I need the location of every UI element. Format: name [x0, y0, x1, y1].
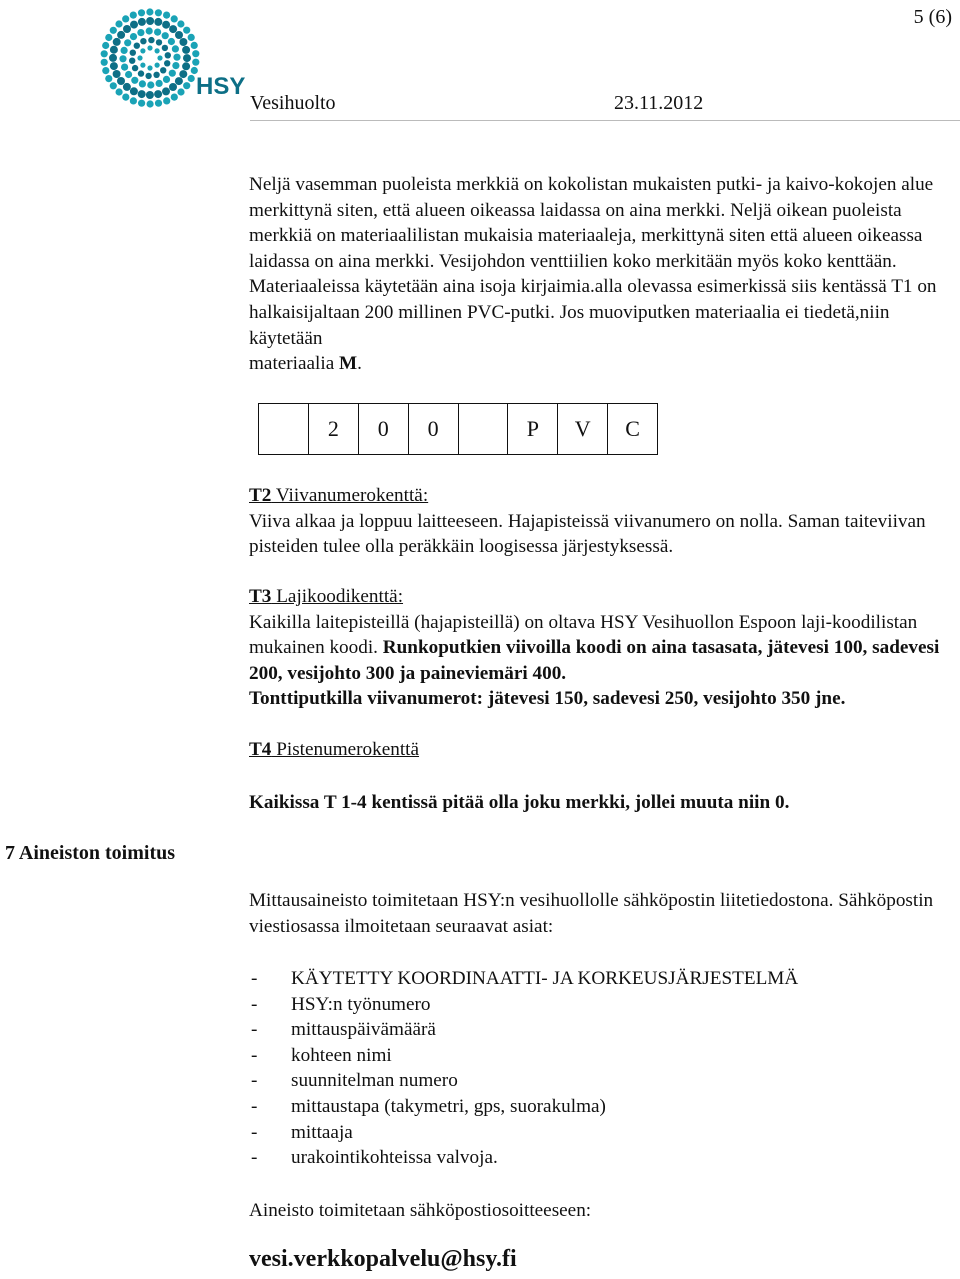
t3-text-block [249, 610, 954, 712]
logo-dot [154, 29, 161, 36]
logo-dot [162, 21, 170, 29]
list-item [249, 966, 954, 992]
intro-section [249, 172, 954, 377]
t4-label: Pistenumerokenttä [271, 739, 420, 760]
logo-dot [130, 87, 138, 95]
logo-dot [160, 67, 166, 73]
logo-dot [102, 42, 109, 49]
t3-section [249, 584, 954, 712]
logo-dot [130, 21, 138, 29]
logo-dot [163, 12, 170, 19]
list-item [249, 1120, 954, 1146]
logo-dot [122, 94, 129, 101]
logo-dot [102, 67, 109, 74]
logo-dot [146, 91, 154, 99]
list-item [249, 992, 954, 1018]
logo-dot [110, 62, 118, 70]
logo-dot [131, 77, 138, 84]
logo-dot [113, 38, 121, 46]
logo-dot [173, 54, 180, 61]
logo-dot [147, 45, 152, 50]
logo-dot [169, 70, 176, 77]
logo-dot [179, 38, 187, 46]
logo-dot [129, 58, 135, 64]
logo-dot [110, 46, 118, 54]
logo-dot [123, 83, 131, 91]
grid-cell: V [558, 404, 608, 454]
logo-dot [183, 27, 190, 34]
logo-dot [138, 9, 145, 16]
logo-dot [137, 55, 142, 60]
grid-cell: 0 [409, 404, 459, 454]
list-item-text: HSY:n työnumero [291, 993, 431, 1015]
list-item-text: urakointikohteissa valvoja. [291, 1147, 498, 1169]
logo-dot [164, 60, 170, 66]
intro-paragraph [249, 172, 954, 377]
logo-dot [140, 38, 146, 44]
logo-dot [179, 70, 187, 78]
t3-code: T3 [249, 586, 272, 607]
logo-dot [156, 80, 163, 87]
logo-dot [101, 59, 108, 66]
delivery-email[interactable]: vesi.verkkopalvelu@hsy.fi [249, 1246, 517, 1272]
list-item [249, 1043, 954, 1069]
list-item-text: suunnitelman numero [291, 1070, 458, 1092]
field-example-grid [258, 403, 658, 455]
logo-dot [192, 59, 199, 66]
grid-cell: P [508, 404, 558, 454]
grid-cell [459, 404, 509, 454]
logo-dot [138, 100, 145, 107]
logo-dot [116, 88, 123, 95]
logo-dot [125, 71, 132, 78]
logo-dot [171, 94, 178, 101]
grid-cell: 0 [359, 404, 409, 454]
logo-dot [148, 37, 154, 43]
logo-dot [188, 34, 195, 41]
logo-dot [117, 31, 125, 39]
logo-dot [155, 63, 160, 68]
hsy-logo-icon [100, 4, 246, 116]
section-7-intro: Mittausaineisto toimitetaan HSY:n vesihuollolle sähköpostin liitetiedostona. Sähköpostin viestiosassa ilmoitetaan seuraavat asiat: [249, 890, 934, 937]
delivery-items-list [249, 966, 954, 1171]
logo-dot [110, 82, 117, 89]
logo-dot [147, 100, 154, 107]
logo-dot [147, 65, 152, 70]
logo-dot [169, 83, 177, 91]
t2-code: T2 [249, 485, 272, 506]
delivery-text: Aineisto toimitetaan sähköpostiosoitteeseen: [249, 1200, 592, 1221]
list-item-text: mittaustapa (takymetri, gps, suorakulma) [291, 1095, 606, 1117]
logo-dot [110, 27, 117, 34]
logo-dot [177, 88, 184, 95]
logo-dot [163, 97, 170, 104]
grid-cell [259, 404, 309, 454]
logo-dot [101, 50, 108, 57]
logo-dot [146, 27, 153, 34]
logo-dot [171, 15, 178, 22]
logo-dot [121, 47, 128, 54]
logo-dot [132, 65, 138, 71]
logo-dot [154, 18, 162, 26]
logo-dot [121, 64, 128, 71]
list-dash: - [251, 1147, 258, 1169]
logo-dot [168, 38, 175, 45]
list-dash: - [251, 1070, 258, 1092]
grid-cell: C [625, 416, 640, 441]
logo-dot [175, 31, 183, 39]
logo-dot [130, 33, 137, 40]
logo-dot [109, 54, 117, 62]
logo-dot [139, 80, 146, 87]
intro-text: Neljä vasemman puoleista merkkiä on kokolistan mukaisten putki- ja kaivo-kokojen alue merkittynä siten, että alueen oikeassa laidassa on aina merkki. Neljä oikean puoleista merkkiä on materiaalilistan mukaisia materiaaleja, merkittynä siten että alueen oikeassa laidassa on aina merkki. Vesijohdon venttiilien koko merkitään myös koko kenttään. Materiaaleissa käytetään aina isoja kirjaimia.alla olevassa esimerkissä siis kentässä T1 on halkaisijaltaan 200 millinen PVC-putki. Jos muoviputken materiaalia ei tiedetä,niin käytetään [249, 174, 937, 349]
list-dash: - [251, 1095, 258, 1117]
t4-section [249, 737, 954, 763]
logo-dot [140, 48, 145, 53]
logo-dot [119, 55, 126, 62]
t4-note: Kaikissa T 1-4 kentissä pitää olla joku merkki, jollei muuta niin 0. [249, 792, 790, 813]
logo-dot [138, 18, 146, 26]
list-item-text: KÄYTETTY KOORDINAATTI- JA KORKEUSJÄRJESTELMÄ [291, 968, 799, 989]
t4-code: T4 [249, 739, 272, 760]
logo-dot [192, 50, 199, 57]
logo-dot [177, 20, 184, 27]
list-item [249, 1145, 954, 1171]
logo-dot [183, 54, 191, 62]
list-dash: - [251, 993, 258, 1015]
logo-dot [137, 29, 144, 36]
logo-dot [138, 90, 146, 98]
logo-dot [138, 70, 144, 76]
list-dash: - [251, 1019, 258, 1041]
logo-dot [146, 17, 154, 25]
logo-dot [147, 81, 154, 88]
t3-heading [249, 584, 954, 610]
document-date: 23.11.2012 [614, 92, 704, 114]
logo-dot [145, 73, 151, 79]
logo-dot [191, 42, 198, 49]
logo-dot [188, 75, 195, 82]
department-label: Vesihuolto [250, 92, 336, 114]
logo-dot [162, 32, 169, 39]
header-divider [250, 120, 960, 121]
page-number: 5 (6) [913, 6, 952, 28]
logo-dot [105, 75, 112, 82]
intro-end: . [357, 353, 362, 375]
logo-dot [113, 70, 121, 78]
list-item-text: mittaaja [291, 1121, 353, 1143]
logo-dot [155, 100, 162, 107]
logo-dot [165, 52, 171, 58]
logo-dot [153, 72, 159, 78]
grid-cell: 2 [309, 404, 359, 454]
logo-dot [163, 76, 170, 83]
logo-dot [154, 90, 162, 98]
list-item [249, 1094, 954, 1120]
logo-dot [122, 15, 129, 22]
t3-label: Lajikoodikenttä: [271, 586, 404, 607]
logo-dot [155, 48, 160, 53]
logo-dot [182, 62, 190, 70]
logo-dot [155, 9, 162, 16]
intro-tail: materiaalia [249, 353, 340, 375]
t2-label: Viivanumerokenttä: [271, 485, 429, 506]
logo-dot [157, 55, 162, 60]
logo-dot [162, 87, 170, 95]
logo-dot [134, 43, 140, 49]
list-item [249, 1068, 954, 1094]
list-dash: - [251, 1121, 258, 1143]
intro-bold-m: M [339, 353, 358, 375]
logo-dot [130, 12, 137, 19]
logo-dot [146, 8, 153, 15]
logo-dot [130, 50, 136, 56]
list-dash: - [251, 968, 258, 989]
section-7-heading: 7 Aineiston toimitus [5, 842, 176, 864]
logo-dot [172, 62, 179, 69]
logo-dot [130, 97, 137, 104]
list-dash: - [251, 1044, 258, 1066]
t2-section [249, 483, 954, 560]
t3-bold-plot: Tonttiputkilla viivanumerot: jätevesi 150, sadevesi 250, vesijohto 350 jne. [249, 688, 846, 710]
logo-dot [117, 77, 125, 85]
hsy-logo [100, 4, 246, 116]
svg-text:HSY: HSY [196, 73, 246, 100]
list-item-text: mittauspäivämäärä [291, 1019, 436, 1041]
logo-dot [162, 45, 168, 51]
logo-dot [183, 82, 190, 89]
list-item-text: kohteen nimi [291, 1044, 392, 1066]
t2-text: Viiva alkaa ja loppuu laitteeseen. Hajapisteissä viivanumero on nolla. Saman taiteviivan pisteiden tulee olla peräkkäin loogisessa järjestyksessä. [249, 510, 926, 558]
logo-dot [172, 45, 179, 52]
logo-dot [115, 20, 122, 27]
logo-dot [105, 34, 112, 41]
logo-dot [140, 63, 145, 68]
logo-dot [156, 39, 162, 45]
logo-dot [169, 25, 177, 33]
logo-dot [182, 46, 190, 54]
logo-dot [124, 39, 131, 46]
t3-text: Kaikilla laitepisteillä (hajapisteillä) on oltava HSY Vesihuollon Espoon laji-koodilistan mukainen koodi. [249, 611, 918, 659]
logo-dot [123, 25, 131, 33]
list-item [249, 1017, 954, 1043]
t2-heading [249, 483, 954, 509]
t3-bold-codes: Runkoputkien viivoilla koodi on aina tasasata, jätevesi 100, sadevesi 200, vesijohto 300 ja paineviemäri 400. [249, 637, 940, 684]
logo-dot [175, 77, 183, 85]
t4-heading [249, 737, 954, 763]
